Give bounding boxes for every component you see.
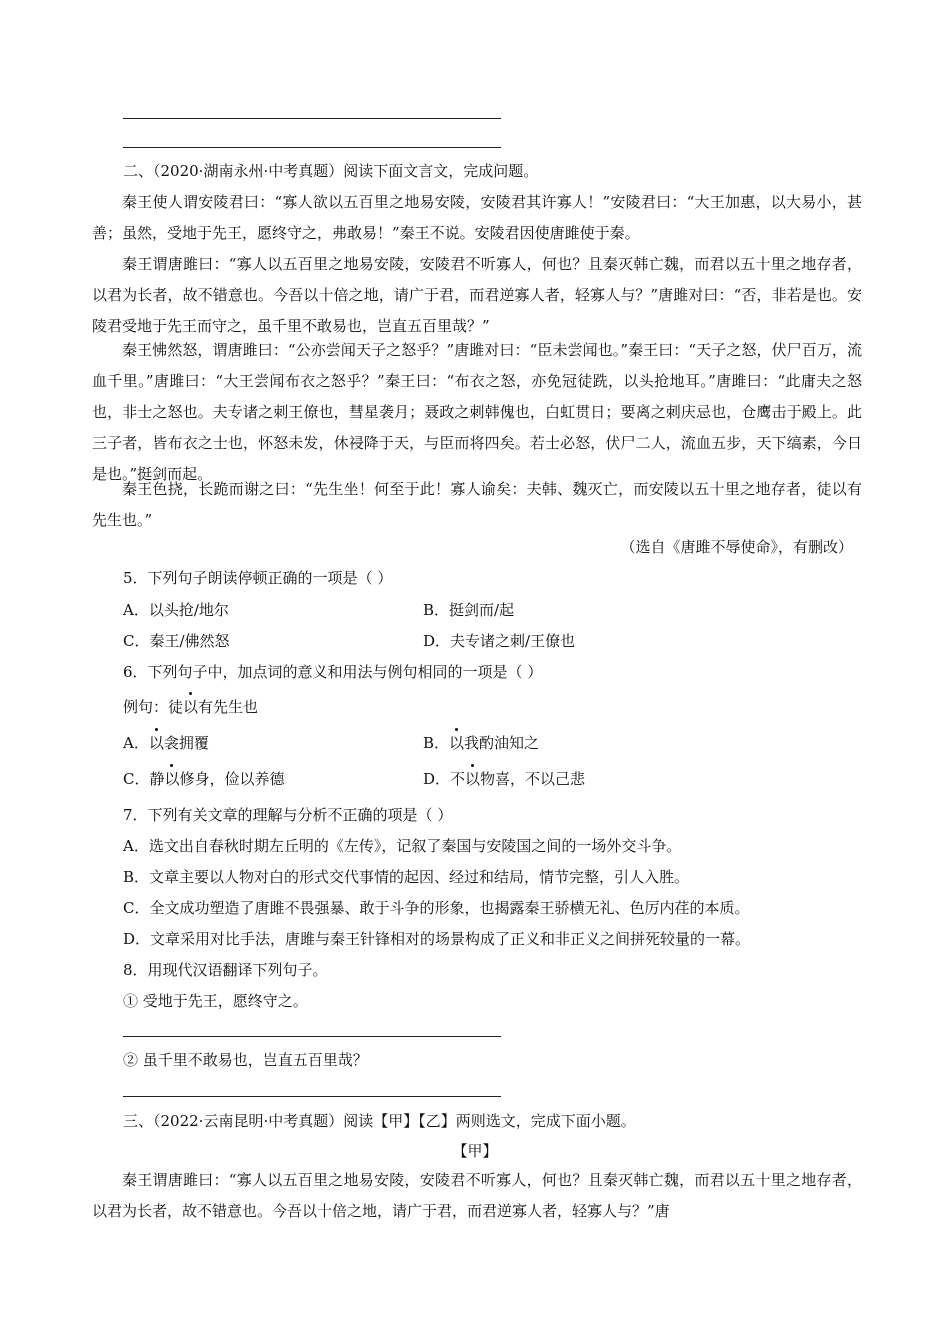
dotted-word: 以 [164, 770, 180, 788]
example-text: 例句：徒 [123, 698, 184, 716]
dotted-word: 以 [449, 734, 465, 752]
question-7-option-b[interactable]: B．文章主要以人物对白的形式交代事情的起因、经过和结局，情节完整，引人入胜。 [123, 868, 690, 886]
dotted-word: 以 [183, 698, 199, 716]
answer-line [123, 118, 501, 119]
option-label: C．静 [123, 770, 165, 788]
option-text: 衾拥覆 [163, 734, 209, 752]
question-7-option-c[interactable]: C．全文成功塑造了唐雎不畏强暴、敢于斗争的形象，也揭露秦王骄横无礼、色厉内荏的本质。 [123, 899, 750, 917]
question-5-option-d[interactable]: D．夫专诸之刺/王僚也 [423, 632, 576, 650]
option-text: 物喜，不以己悲 [480, 770, 586, 788]
section-3-subtitle: 【甲】 [452, 1142, 498, 1160]
question-6-option-a[interactable] [123, 733, 209, 753]
option-label: A． [123, 734, 149, 752]
question-6-option-d[interactable] [423, 769, 585, 789]
passage-paragraph-2: 秦王谓唐雎曰：“寡人以五百里之地易安陵，安陵君不听寡人，何也？且秦灭韩亡魏，而君以五十里之地存者，以君为长者，故不错意也。今吾以十倍之地，请广于君，而君逆寡人者，轻寡人与？”唐雎对曰：“否，非若是也。安陵君受地于先王而守之，虽千里不敢易也，岂直五百里哉？” [92, 255, 862, 335]
question-6-example [123, 697, 258, 717]
question-6-option-c[interactable] [123, 769, 285, 789]
option-text: 修身，俭以养德 [179, 770, 285, 788]
answer-line [123, 147, 501, 148]
question-7-option-d[interactable]: D．文章采用对比手法，唐雎与秦王针锋相对的场景构成了正义和非正义之间拼死较量的一幕。 [123, 930, 751, 948]
passage-paragraph-4: 秦王色挠，长跪而谢之曰：“先生坐！何至于此！寡人谕矣：夫韩、魏灭亡，而安陵以五十里之地存者，徒以有先生也。” [92, 480, 862, 529]
passage-source: （选自《唐雎不辱使命》，有删改） [620, 538, 853, 556]
answer-line [123, 1096, 501, 1097]
section-3-heading: 三、（2022·云南昆明·中考真题）阅读【甲】【乙】两则选文，完成下面小题。 [123, 1112, 636, 1130]
question-8-sentence-1: ① 受地于先王，愿终守之。 [123, 992, 308, 1010]
dotted-word: 以 [465, 770, 481, 788]
question-7-stem: 7．下列有关文章的理解与分析不正确的项是（ ） [123, 806, 453, 824]
passage-paragraph-1: 秦王使人谓安陵君曰：“寡人欲以五百里之地易安陵，安陵君其许寡人！”安陵君曰：“大王加惠，以大易小，甚善；虽然，受地于先王，愿终守之，弗敢易！”秦王不说。安陵君因使唐雎使于秦。 [92, 193, 862, 242]
question-5-option-a[interactable]: A．以头抢/地尔 [123, 601, 229, 619]
question-5-option-c[interactable]: C．秦王/佛然怒 [123, 632, 230, 650]
question-8-sentence-2: ② 虽千里不敢易也，岂直五百里哉？ [123, 1051, 368, 1069]
question-5-stem: 5．下列句子朗读停顿正确的一项是（ ） [123, 569, 393, 587]
dotted-word: 以 [148, 734, 164, 752]
question-8-stem: 8．用现代汉语翻译下列句子。 [123, 961, 328, 979]
section-2-heading: 二、（2020·湖南永州·中考真题）阅读下面文言文，完成问题。 [123, 162, 539, 180]
question-6-stem: 6．下列句子中，加点词的意义和用法与例句相同的一项是（ ） [123, 663, 543, 681]
section-3-paragraph: 秦王谓唐雎曰：“寡人以五百里之地易安陵，安陵君不听寡人，何也？且秦灭韩亡魏，而君以五十里之地存者，以君为长者，故不错意也。今吾以十倍之地，请广于君，而君逆寡人者，轻寡人与？”唐 [92, 1171, 862, 1220]
question-7-option-a[interactable]: A．选文出自春秋时期左丘明的《左传》，记叙了秦国与安陵国之间的一场外交斗争。 [123, 837, 682, 855]
option-label: B． [423, 734, 450, 752]
option-text: 我酌油知之 [464, 734, 540, 752]
option-label: D．不 [423, 770, 466, 788]
question-6-option-b[interactable] [423, 733, 539, 753]
question-5-option-b[interactable]: B．挺剑而/起 [423, 601, 515, 619]
passage-paragraph-3: 秦王怫然怒，谓唐雎曰：“公亦尝闻天子之怒乎？”唐雎对曰：“臣未尝闻也。”秦王曰：“天子之怒，伏尸百万，流血千里。”唐雎曰：“大王尝闻布衣之怒乎？”秦王曰：“布衣之怒，亦免冠徒跣，以头抢地耳。”唐雎曰：“此庸夫之怒也，非士之怒也。夫专诸之刺王僚也，彗星袭月；聂政之刺韩傀也，白虹贯日；要离之刺庆忌也，仓鹰击于殿上。此三子者，皆布衣之士也，怀怒未发，休祲降于天，与臣而将四矣。若士必怒，伏尸二人，流血五步，天下缟素，今日是也。”挺剑而起。 [92, 341, 862, 483]
answer-line [123, 1036, 501, 1037]
example-text: 有先生也 [198, 698, 259, 716]
